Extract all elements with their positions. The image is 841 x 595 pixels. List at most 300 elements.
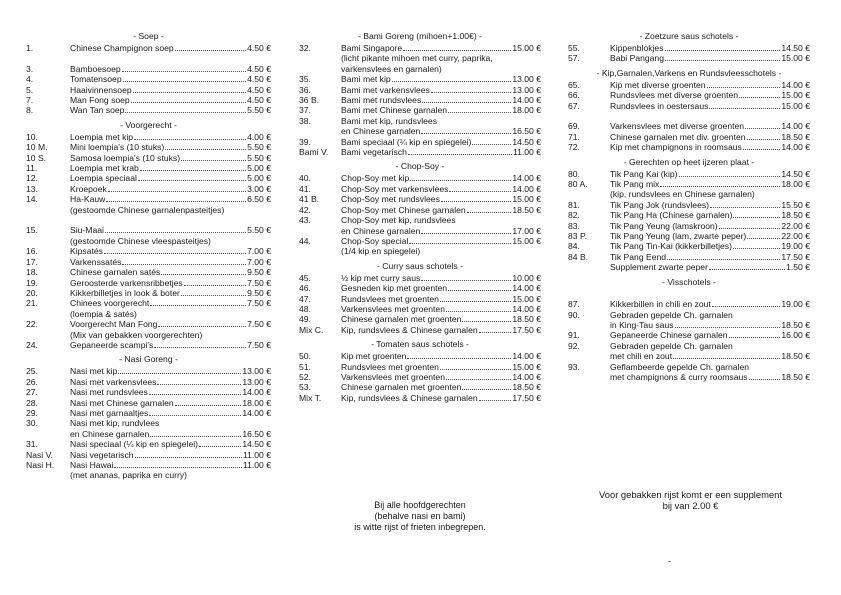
item-price: 5.00 € xyxy=(247,173,271,184)
menu-column-2 xyxy=(299,27,541,403)
dot-leader xyxy=(149,394,241,395)
dot-leader xyxy=(181,160,246,161)
menu-item xyxy=(299,95,541,105)
dot-leader xyxy=(175,405,242,406)
item-body xyxy=(70,340,271,350)
item-price: 14.50 € xyxy=(781,43,810,53)
dot-leader xyxy=(719,228,781,229)
item-line xyxy=(341,283,541,293)
menu-item xyxy=(26,460,271,481)
item-line xyxy=(610,252,810,262)
menu-item xyxy=(299,382,541,392)
item-price: 15.00 € xyxy=(512,293,541,304)
item-line xyxy=(610,362,810,372)
note-line: Voor gebakken rijst komt er een supplement xyxy=(599,489,782,500)
item-price: 15.00 € xyxy=(512,194,541,205)
item-number: 21. xyxy=(26,298,38,309)
item-line xyxy=(341,126,541,136)
item-price: 14.00 € xyxy=(512,351,541,362)
menu-item xyxy=(568,80,810,90)
dot-leader xyxy=(158,326,246,327)
item-number: 31. xyxy=(26,439,38,450)
menu-item xyxy=(26,278,271,288)
item-line xyxy=(70,309,271,319)
item-body xyxy=(341,393,541,403)
item-price: 11.00 € xyxy=(242,460,271,470)
dot-leader xyxy=(104,253,246,254)
item-name: Kikkerbillen in chili en zout xyxy=(610,299,711,310)
item-price: 7.00 € xyxy=(247,246,271,257)
item-body xyxy=(610,241,810,251)
menu-item xyxy=(299,351,541,361)
item-line xyxy=(70,330,271,340)
item-line xyxy=(610,169,810,179)
item-number: 55. xyxy=(568,43,580,53)
item-name: (Mix van gebakken voorgerechten) xyxy=(70,329,203,340)
dot-leader xyxy=(422,102,511,103)
item-price: 11.00 € xyxy=(242,449,271,460)
item-line xyxy=(70,163,271,173)
dot-leader xyxy=(441,201,511,202)
menu-item xyxy=(26,142,271,152)
item-line xyxy=(610,372,810,382)
item-body xyxy=(341,304,541,314)
item-number: 36 B. xyxy=(299,95,320,106)
menu-item xyxy=(299,116,541,137)
menu-item xyxy=(26,377,271,387)
item-price: 9.50 € xyxy=(247,267,271,278)
item-line xyxy=(341,85,541,95)
item-number: 50. xyxy=(299,351,311,362)
item-price: 14.00 € xyxy=(512,183,541,194)
item-body xyxy=(610,43,810,53)
dot-leader xyxy=(448,112,511,113)
item-line xyxy=(341,226,541,236)
item-number: 15. xyxy=(26,225,38,236)
item-price: 15.00 € xyxy=(512,235,541,246)
item-line xyxy=(610,189,810,199)
item-name: Samosa loempia's (10 stuks) xyxy=(70,152,181,163)
item-line xyxy=(70,142,271,152)
item-price: 14.50 € xyxy=(242,439,271,450)
item-line xyxy=(341,184,541,194)
menu-item xyxy=(26,257,271,267)
item-line xyxy=(70,470,271,480)
item-name: Bamboesoep xyxy=(70,63,121,74)
spacer xyxy=(568,289,810,299)
item-line xyxy=(341,325,541,335)
item-number: 25. xyxy=(26,366,38,377)
item-number: 17. xyxy=(26,256,38,267)
item-name: (licht pikante mihoen met curry, paprika, xyxy=(341,53,493,64)
item-body xyxy=(341,74,541,84)
item-body xyxy=(341,194,541,204)
item-line xyxy=(610,221,810,231)
menu-item xyxy=(26,340,271,350)
dot-leader xyxy=(710,207,780,208)
section-title: - Tomaten saus schotels - xyxy=(371,339,469,350)
menu-item xyxy=(26,246,271,256)
item-number: 67. xyxy=(568,100,580,111)
dot-leader xyxy=(479,332,512,333)
item-name: Chinese Champignon soep xyxy=(70,43,174,53)
item-body xyxy=(610,330,810,340)
item-name: Bami met rundsvlees xyxy=(341,95,422,106)
item-body xyxy=(341,325,541,335)
item-name: Tik Pang Jok (rundsvlees) xyxy=(610,199,710,210)
item-number: 22. xyxy=(26,319,38,330)
dot-leader xyxy=(133,92,246,93)
item-name: Kippenblokjes xyxy=(610,43,664,53)
item-number: 26. xyxy=(26,376,38,387)
item-line xyxy=(610,262,810,272)
item-line xyxy=(70,194,271,204)
item-name: (met ananas, paprika en curry) xyxy=(70,470,188,481)
item-number: 66. xyxy=(568,90,580,101)
dot-leader xyxy=(421,233,511,234)
dot-leader xyxy=(407,358,511,359)
item-line xyxy=(610,142,810,152)
item-body xyxy=(341,273,541,283)
section-title: - Kip,Garnalen,Varkens en Rundsvleesschotels - xyxy=(596,67,782,78)
item-name: (1/4 kip en spiegelei) xyxy=(341,246,421,257)
item-name: Loempia speciaal xyxy=(70,173,137,184)
item-line xyxy=(610,80,810,90)
item-price: 18.50 € xyxy=(781,351,810,362)
item-price: 22.00 € xyxy=(781,220,810,231)
item-name: Bami met Chinese garnalen xyxy=(341,105,448,116)
item-line xyxy=(70,319,271,329)
menu-item xyxy=(299,362,541,372)
item-body xyxy=(70,267,271,277)
spacer xyxy=(26,215,271,225)
menu-item xyxy=(26,439,271,449)
item-number: 29. xyxy=(26,407,38,418)
item-line xyxy=(341,194,541,204)
menu-item xyxy=(568,299,810,309)
item-price: 14.50 € xyxy=(781,168,810,179)
item-line xyxy=(70,429,271,439)
item-body xyxy=(341,137,541,147)
item-line xyxy=(341,147,541,157)
menu-item xyxy=(568,252,810,273)
item-name: Kip met champignons in roomsaus xyxy=(610,142,742,153)
note-line: Bij alle hoofdgerechten xyxy=(374,500,466,510)
menu-item xyxy=(299,236,541,257)
item-line xyxy=(70,340,271,350)
menu-item xyxy=(299,173,541,183)
item-number: 12. xyxy=(26,173,38,184)
dot-leader xyxy=(675,327,781,328)
item-body xyxy=(341,173,541,183)
item-price: 17.00 € xyxy=(512,225,541,236)
item-number: 52. xyxy=(299,371,311,382)
dot-leader xyxy=(743,149,780,150)
item-price: 13.00 € xyxy=(512,74,541,85)
menu-item xyxy=(26,225,271,246)
item-line xyxy=(341,294,541,304)
item-number: 81. xyxy=(568,199,580,210)
item-number: 80. xyxy=(568,168,580,179)
item-price: 17.50 € xyxy=(781,251,810,262)
item-name: Varkenssatés xyxy=(70,256,122,267)
item-body xyxy=(341,314,541,324)
dot-leader xyxy=(747,139,781,140)
dot-leader xyxy=(709,108,780,109)
dot-leader xyxy=(448,290,511,291)
item-body xyxy=(610,101,810,111)
dot-leader xyxy=(181,295,246,296)
item-body xyxy=(70,408,271,418)
menu-item xyxy=(568,169,810,179)
item-body xyxy=(341,116,541,137)
item-line xyxy=(341,116,541,126)
item-name: Haaivinnensoep xyxy=(70,84,132,95)
item-number: 44. xyxy=(299,235,311,246)
item-line xyxy=(341,205,541,215)
menu-item xyxy=(26,194,271,215)
item-name: Rundsvlees met diverse groenten xyxy=(610,90,739,101)
dot-leader xyxy=(665,60,780,61)
item-line xyxy=(70,85,271,95)
menu-item xyxy=(299,205,541,215)
menu-item xyxy=(299,372,541,382)
item-body xyxy=(610,299,810,309)
item-line xyxy=(70,74,271,84)
item-name: in King-Tau saus xyxy=(610,319,674,330)
dot-leader xyxy=(431,92,511,93)
item-number: Mix T. xyxy=(299,392,322,403)
item-body xyxy=(70,460,271,481)
section-title: - Curry saus schotels - xyxy=(377,260,463,271)
menu-item xyxy=(568,142,810,152)
item-price: 13.00 € xyxy=(242,366,271,377)
item-line xyxy=(70,298,271,308)
menu-item xyxy=(299,304,541,314)
menu-item xyxy=(26,153,271,163)
item-body xyxy=(70,85,271,95)
item-number: 20. xyxy=(26,287,38,298)
item-body xyxy=(341,105,541,115)
item-price: 15.00 € xyxy=(512,43,541,53)
item-body xyxy=(70,43,271,53)
item-body xyxy=(70,387,271,397)
item-price: 13.00 € xyxy=(512,84,541,95)
page-dash: - xyxy=(668,556,671,566)
item-price: 16.50 € xyxy=(512,126,541,137)
item-name: Chop-Soy special xyxy=(341,235,409,246)
item-price: 14.00 € xyxy=(781,79,810,90)
item-line xyxy=(610,330,810,340)
item-name: Nasi met kip xyxy=(70,366,118,377)
dot-leader xyxy=(175,50,246,51)
item-price: 15.50 € xyxy=(781,199,810,210)
item-number: 72. xyxy=(568,142,580,153)
item-name: Supplement zwarte peper xyxy=(610,262,708,273)
item-body xyxy=(610,200,810,210)
item-body xyxy=(610,252,810,273)
item-number: 10 S. xyxy=(26,152,47,163)
item-number: 80 A. xyxy=(568,179,588,190)
item-body xyxy=(341,382,541,392)
dot-leader xyxy=(472,144,511,145)
item-body xyxy=(610,221,810,231)
menu-item xyxy=(568,241,810,251)
item-name: Bami vegetarisch xyxy=(341,147,407,158)
dot-leader xyxy=(745,128,780,129)
item-name: Rundsvlees met groenten xyxy=(341,293,439,304)
dot-leader xyxy=(733,217,780,218)
item-price: 19.00 € xyxy=(781,299,810,310)
item-number: 18. xyxy=(26,267,38,278)
item-line xyxy=(341,304,541,314)
item-name: Tik Pang Kai (kip) xyxy=(610,168,678,179)
item-line xyxy=(610,351,810,361)
item-number: Mix C. xyxy=(299,324,324,335)
dot-leader xyxy=(667,259,780,260)
menu-item xyxy=(568,231,810,241)
item-body xyxy=(70,278,271,288)
item-body xyxy=(70,95,271,105)
dot-leader xyxy=(150,305,246,306)
item-number: 10 M. xyxy=(26,142,48,153)
menu-item xyxy=(568,200,810,210)
dot-leader xyxy=(733,248,780,249)
item-line xyxy=(70,153,271,163)
menu-item xyxy=(299,194,541,204)
item-name: Tik Pang Tin-Kai (kikkerbilletjes) xyxy=(610,241,732,252)
item-body xyxy=(341,351,541,361)
item-name: Chinese garnalen met groenten xyxy=(341,314,462,325)
item-price: 14.00 € xyxy=(512,173,541,184)
item-price: 5.50 € xyxy=(247,142,271,153)
menu-item xyxy=(26,267,271,277)
item-number: 90. xyxy=(568,309,580,320)
section-title: - Visschotels - xyxy=(662,276,716,287)
menu-item xyxy=(26,398,271,408)
menu-item xyxy=(299,184,541,194)
menu-item xyxy=(26,132,271,142)
item-price: 7.50 € xyxy=(247,277,271,288)
item-price: 4.50 € xyxy=(247,95,271,106)
item-number: 46. xyxy=(299,283,311,294)
item-line xyxy=(341,215,541,225)
menu-item xyxy=(26,74,271,84)
menu-item xyxy=(568,179,810,200)
item-number: 7. xyxy=(26,95,34,106)
item-body xyxy=(70,153,271,163)
spacer xyxy=(568,111,810,121)
item-name: en Chinese garnalen xyxy=(341,126,421,137)
menu-item xyxy=(299,43,541,74)
section-title: - Bami Goreng (mihoen+1.00€) - xyxy=(358,31,482,41)
item-line xyxy=(70,236,271,246)
menu-item xyxy=(568,341,810,362)
item-number: 3. xyxy=(26,63,34,74)
item-body xyxy=(70,288,271,298)
item-line xyxy=(70,267,271,277)
item-number: 5. xyxy=(26,84,34,95)
dot-leader xyxy=(108,191,246,192)
item-name: Kip, rundsvlees & Chinese garnalen xyxy=(341,324,478,335)
item-number: 65. xyxy=(568,79,580,90)
dot-leader xyxy=(125,112,246,113)
item-number: 39. xyxy=(299,136,311,147)
menu-item xyxy=(26,408,271,418)
item-price: 14.00 € xyxy=(512,371,541,382)
item-line xyxy=(341,95,541,105)
item-number: 43. xyxy=(299,215,311,226)
item-number: 91. xyxy=(568,330,580,341)
item-price: 4.50 € xyxy=(247,74,271,85)
item-name: Loempia met krab xyxy=(70,163,139,174)
item-body xyxy=(610,169,810,179)
dot-leader xyxy=(150,436,241,437)
menu-item xyxy=(299,283,541,293)
item-line xyxy=(341,43,541,53)
item-body xyxy=(610,80,810,90)
item-name: Voorgerecht Man Fong xyxy=(70,319,158,330)
item-price: 18.50 € xyxy=(512,314,541,325)
dot-leader xyxy=(712,306,781,307)
item-name: Tik Pang mix xyxy=(610,179,660,190)
item-number: 57. xyxy=(568,53,580,64)
item-number: 42. xyxy=(299,204,311,215)
item-name: Chinees voorgerecht xyxy=(70,298,150,309)
dot-leader xyxy=(135,457,242,458)
item-name: Wan Tan soep xyxy=(70,105,125,116)
menu-item xyxy=(299,74,541,84)
item-body xyxy=(610,142,810,152)
item-name: Kroepoek xyxy=(70,183,107,194)
item-number: 16. xyxy=(26,246,38,257)
item-line xyxy=(610,43,810,53)
item-name: Kip met diverse groenten xyxy=(610,79,706,90)
dot-leader xyxy=(403,50,511,51)
item-line xyxy=(341,64,541,74)
item-price: 4.50 € xyxy=(247,63,271,74)
item-name: (loempia & satés) xyxy=(70,308,137,319)
item-body xyxy=(70,105,271,115)
item-number: 82. xyxy=(568,210,580,221)
item-line xyxy=(70,257,271,267)
item-line xyxy=(610,210,810,220)
menu-item xyxy=(299,294,541,304)
item-number: Nasi H. xyxy=(26,460,55,470)
item-body xyxy=(610,210,810,220)
item-price: 5.50 € xyxy=(247,152,271,163)
item-line xyxy=(341,372,541,382)
dot-leader xyxy=(123,81,246,82)
dot-leader xyxy=(449,191,511,192)
item-price: 18.50 € xyxy=(781,131,810,142)
section-title: - Gerechten op heet ijzeren plaat - xyxy=(623,156,755,167)
item-body xyxy=(70,439,271,449)
item-price: 18.00 € xyxy=(512,105,541,116)
item-price: 18.50 € xyxy=(781,319,810,330)
item-name: Babi Pangang xyxy=(610,53,664,64)
dot-leader xyxy=(118,373,241,374)
item-name: Nasi met kip, rundvlees xyxy=(70,418,160,429)
item-name: Varkensvlees met groenten xyxy=(341,371,445,382)
item-line xyxy=(610,299,810,309)
item-line xyxy=(610,320,810,330)
item-body xyxy=(70,450,271,460)
dot-leader xyxy=(462,389,511,390)
item-line xyxy=(341,314,541,324)
item-line xyxy=(610,341,810,351)
menu-item xyxy=(26,163,271,173)
